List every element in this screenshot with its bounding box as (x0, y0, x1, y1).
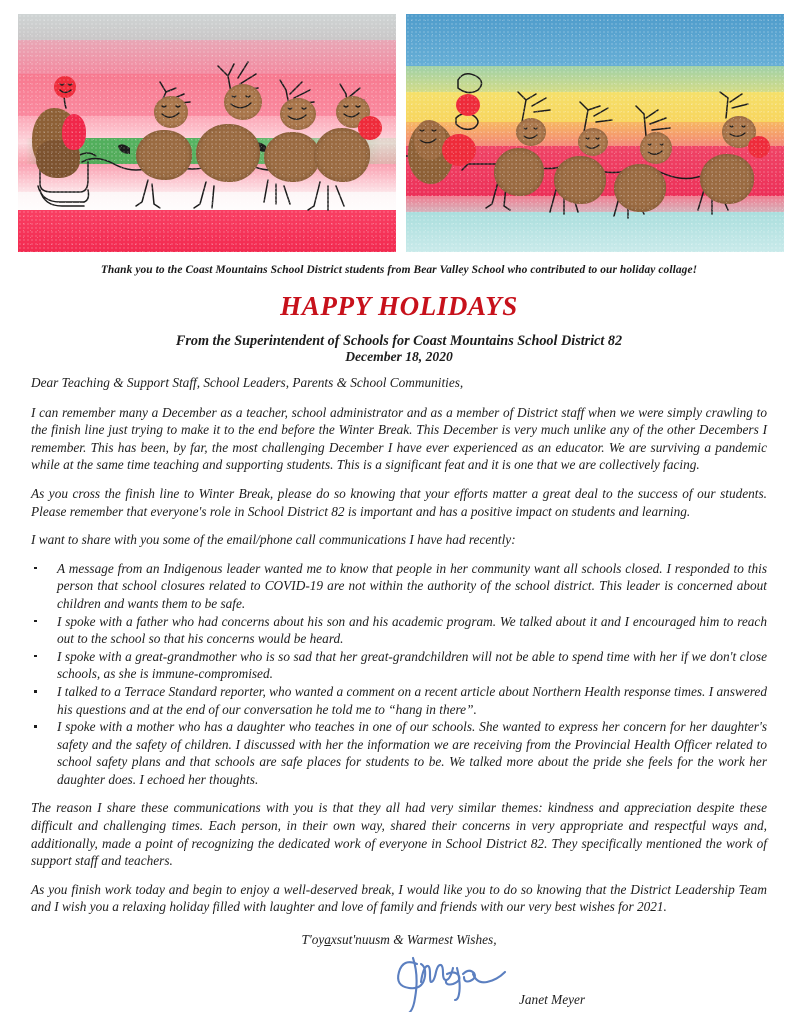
letter-paragraph-3: I want to share with you some of the email/phone call communications I have had recently: (31, 532, 516, 548)
letter-paragraph-2: As you cross the finish line to Winter Break, please do so knowing that your efforts matter a great deal to the success of our students. Please remember that everyone's role in School District 82 is important and has a positive impact on students and learning. (31, 485, 767, 519)
artwork-right-faces (406, 14, 784, 252)
holiday-collage (0, 0, 798, 258)
letter-closing (0, 932, 798, 948)
closing-post: xsut'nuusm & Warmest Wishes, (330, 932, 497, 947)
signer-name: Janet Meyer (519, 992, 586, 1007)
student-artwork-right (406, 14, 784, 252)
closing-pre: T'oy (301, 932, 325, 947)
page-subtitle: From the Superintendent of Schools for Coast Mountains School District 82 (175, 333, 623, 349)
letter-paragraph-5: As you finish work today and begin to enjoy a well-deserved break, I would like you to do so knowing that the District Leadership Team and I wish you a relaxing holiday filled with laughter and love of family and friends with our very best wishes for 2021. (31, 881, 767, 915)
list-item: I spoke with a mother who has a daughter who teaches in one of our schools. She wanted to express her concern for her daughter's safety and the safety of children. I discussed with her the information we are receiving from the Provincial Health Officer related to school safety plans and that schools are safe places for students to be. We talked more about the pride she feels for the work her daughter does. I echoed her thoughts. (31, 718, 767, 788)
communications-list (31, 560, 767, 789)
letter-paragraph-4: The reason I share these communications with you is that they all had very similar themes: kindness and appreciation despite these difficult and challenging times. Each person, in their own way, shared their concerns in very appropriate and respectful ways and, additionally, made a point of recognizing the dedicated work of everyone in School District 82. They specifically mentioned the work of support staff and teachers. (31, 800, 767, 869)
letter-salutation: Dear Teaching & Support Staff, School Leaders, Parents & School Communities, (31, 375, 464, 390)
letter-paragraph-1: I can remember many a December as a teacher, school administrator and as a member of District staff when we were simply crawling to the finish line just trying to make it to the end before the Winter Break. This December is very much unlike any of the other Decembers I remember. This has been, by far, the most challenging December I have ever experienced as an educator. We are surviving a pandemic while at the same time teaching and supporting students. This is a significant feat and it is one that we are collectively facing. (31, 404, 767, 473)
student-artwork-left (18, 14, 396, 252)
list-item: I spoke with a great-grandmother who is so sad that her great-grandchildren will not be able to spend time with her if we don't close schools, as she is immune-compromised. (31, 648, 767, 683)
page-title: HAPPY HOLIDAYS (280, 291, 518, 321)
artwork-left-faces (18, 14, 396, 252)
collage-caption: Thank you to the Coast Mountains School District students from Bear Valley School who contributed to our holiday collage! (100, 264, 698, 276)
list-item: A message from an Indigenous leader wanted me to know that people in her community want all schools closed. I responded to this person that school closures related to COVID-19 are not within the authority of the school district. This leader is concerned about children and wants them to be safe. (31, 560, 767, 613)
signature-block (399, 952, 639, 1016)
handwritten-signature-icon (389, 948, 629, 1012)
list-item: I spoke with a father who had concerns about his son and his academic program. We talked about it and I encouraged him to reach out to the school so that his concerns would be heard. (31, 613, 767, 648)
letter-date: December 18, 2020 (345, 349, 453, 364)
letter-body (31, 374, 767, 927)
list-item: I talked to a Terrace Standard reporter, who wanted a comment on a recent article about Northern Health response times. I answered his questions and at the end of our conversation he told me to “hang in there”. (31, 683, 767, 718)
closing-underlined-a: a (324, 932, 331, 947)
